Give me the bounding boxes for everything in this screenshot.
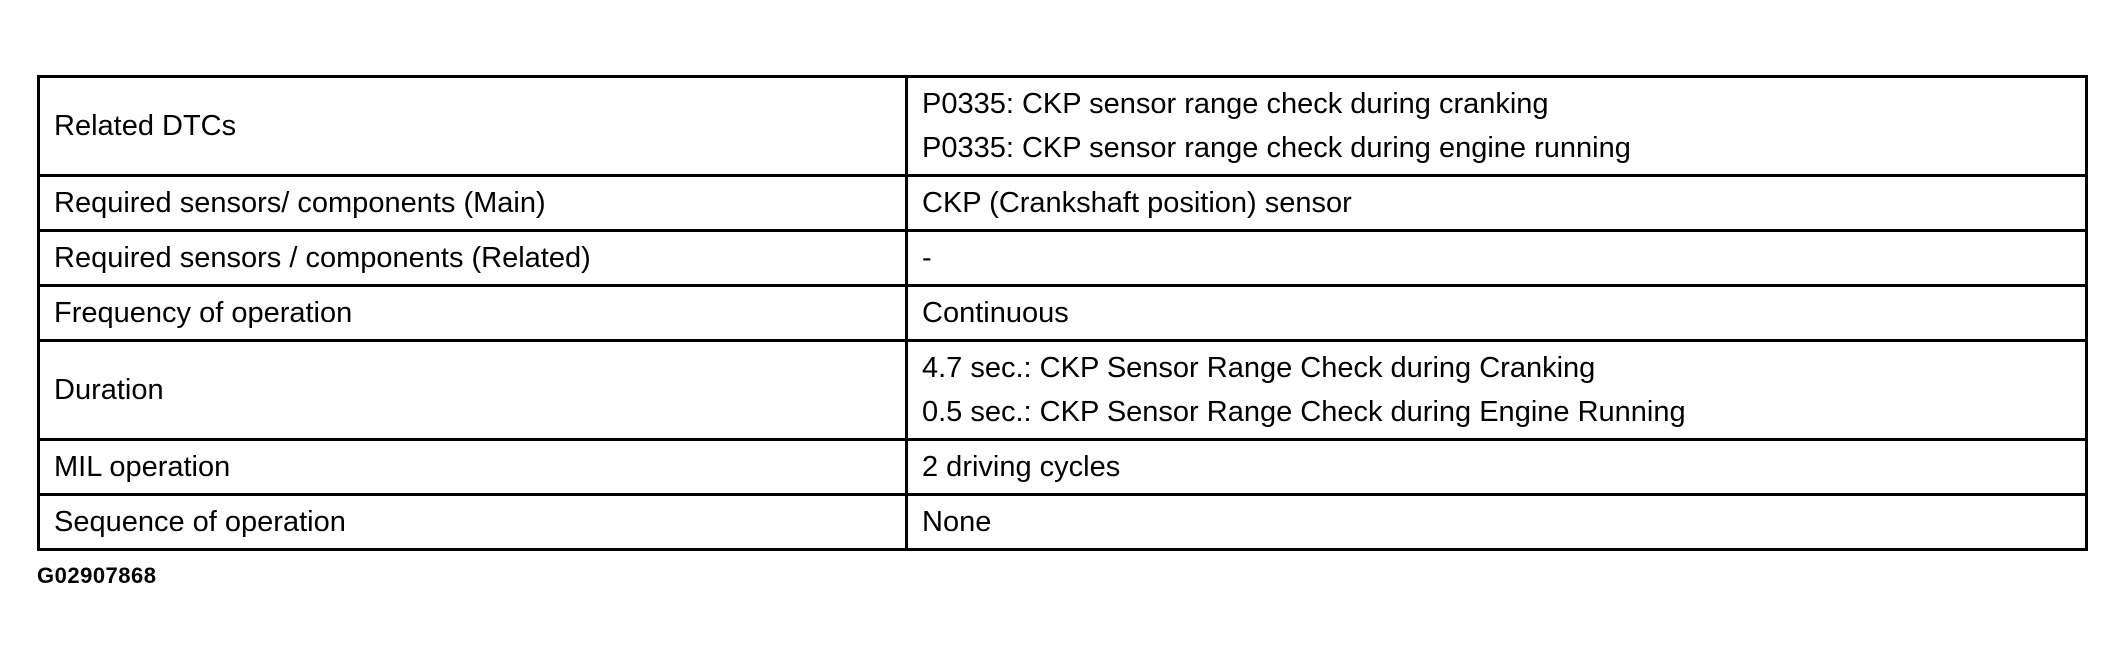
table-row <box>39 176 2087 231</box>
row-label-required-related: Required sensors / components (Related) <box>39 231 907 286</box>
row-value-required-related <box>907 231 2087 286</box>
row-label-mil-operation: MIL operation <box>39 440 907 495</box>
row-value-sequence <box>907 495 2087 550</box>
table-row <box>39 341 2087 440</box>
row-label-related-dtcs: Related DTCs <box>39 77 907 176</box>
table-row <box>39 77 2087 176</box>
dtc-line: P0335: CKP sensor range check during cranking <box>922 88 1549 120</box>
table-row <box>39 286 2087 341</box>
row-label-sequence: Sequence of operation <box>39 495 907 550</box>
row-label-duration: Duration <box>39 341 907 440</box>
value-line: - <box>922 242 932 274</box>
row-value-required-main <box>907 176 2087 231</box>
row-label-required-main: Required sensors/ components (Main) <box>39 176 907 231</box>
table-row <box>39 440 2087 495</box>
value-line: CKP (Crankshaft position) sensor <box>922 187 1352 219</box>
value-line: 2 driving cycles <box>922 451 1121 483</box>
value-line: None <box>922 506 992 538</box>
dtc-line: P0335: CKP sensor range check during engine running <box>922 132 1631 164</box>
duration-line: 4.7 sec.: CKP Sensor Range Check during Cranking <box>922 352 1596 384</box>
value-line: Continuous <box>922 297 1069 329</box>
table-row <box>39 231 2087 286</box>
table-row <box>39 495 2087 550</box>
duration-line: 0.5 sec.: CKP Sensor Range Check during Engine Running <box>922 396 1686 428</box>
row-value-duration <box>907 341 2087 440</box>
row-value-mil-operation <box>907 440 2087 495</box>
figure-id: G02907868 <box>37 563 157 588</box>
spec-table-container <box>37 75 2085 551</box>
monitor-spec-table <box>37 75 2088 551</box>
row-label-frequency: Frequency of operation <box>39 286 907 341</box>
row-value-frequency <box>907 286 2087 341</box>
row-value-related-dtcs <box>907 77 2087 176</box>
